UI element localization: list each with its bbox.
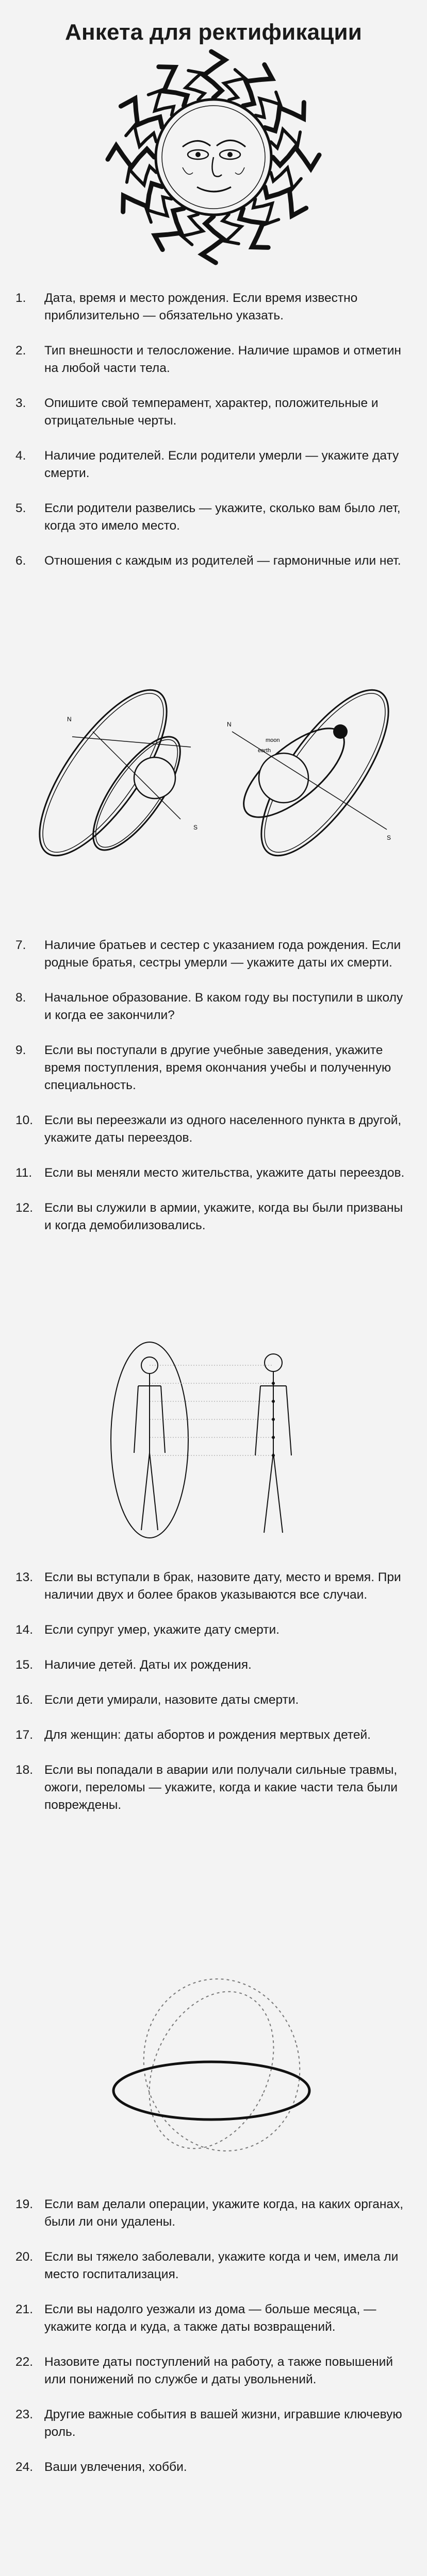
question-text: Если вам делали операции, укажите когда, на каких органах, были ли они удалены. — [44, 2197, 404, 2229]
questions-list-4 — [0, 2196, 427, 2494]
question-item — [0, 2196, 427, 2231]
question-number: 18. — [15, 1763, 34, 1777]
questions-list-2 — [0, 937, 427, 1252]
question-number: 20. — [15, 2250, 34, 2264]
question-text: Если вы поступали в другие учебные заведения, укажите время поступления, время окончания учебы и полученную специальность. — [44, 1043, 391, 1092]
orbiting-spheres-icon — [15, 665, 412, 881]
question-number: 1. — [15, 291, 26, 305]
question-text: Опишите свой темперамент, характер, положительные и отрицательные черты. — [44, 396, 379, 428]
question-number: 15. — [15, 1658, 34, 1672]
question-number: 14. — [15, 1623, 34, 1637]
label-moon: moon — [266, 737, 280, 743]
question-item — [0, 447, 427, 482]
question-number: 4. — [15, 449, 26, 463]
question-text: Если вы переезжали из одного населенного пункта в другой, укажите даты переездов. — [44, 1113, 402, 1145]
question-item — [0, 1691, 427, 1709]
question-number: 8. — [15, 991, 26, 1005]
question-text: Ваши увлечения, хобби. — [44, 2460, 187, 2474]
label-n-left: N — [67, 716, 72, 723]
label-earth: earth — [258, 748, 271, 754]
question-number: 2. — [15, 344, 26, 358]
question-number: 3. — [15, 396, 26, 410]
question-text: Дата, время и место рождения. Если время известно приблизительно — обязательно указать. — [44, 291, 358, 323]
question-item — [0, 2459, 427, 2476]
question-item — [0, 2406, 427, 2441]
question-text: Для женщин: даты абортов и рождения мертвых детей. — [44, 1728, 371, 1742]
sphere-orbit-diagram-icon — [103, 1972, 325, 2168]
question-item — [0, 342, 427, 377]
question-text: Наличие братьев и сестер с указанием года рождения. Если родные братья, сестры умерли — укажите даты их смерти. — [44, 938, 401, 970]
question-text: Отношения с каждым из родителей — гармоничные или нет. — [44, 554, 401, 568]
questions-list-1 — [0, 290, 427, 587]
question-item — [0, 1112, 427, 1147]
sun-face-icon — [105, 49, 322, 265]
question-item — [0, 1569, 427, 1604]
question-item — [0, 1621, 427, 1639]
question-text: Если супруг умер, укажите дату смерти. — [44, 1623, 280, 1637]
question-number: 23. — [15, 2408, 34, 2421]
label-n-right: N — [227, 721, 232, 728]
question-item — [0, 1656, 427, 1674]
question-number: 16. — [15, 1693, 34, 1707]
question-text: Если вы попадали в аварии или получали сильные травмы, ожоги, переломы — укажите, когда и какие части тела были повреждены. — [44, 1763, 398, 1812]
question-number: 24. — [15, 2460, 34, 2474]
question-number: 13. — [15, 1570, 34, 1584]
question-text: Если вы тяжело заболевали, укажите когда и чем, имела ли место госпитализация. — [44, 2250, 399, 2281]
question-text: Наличие родителей. Если родители умерли — укажите дату смерти. — [44, 449, 399, 480]
question-text: Если родители развелись — укажите, сколько вам было лет, когда это имело место. — [44, 501, 401, 533]
question-item — [0, 989, 427, 1024]
label-s-right: S — [387, 834, 391, 841]
question-item — [0, 1042, 427, 1094]
question-number: 17. — [15, 1728, 34, 1742]
question-item — [0, 2301, 427, 2336]
question-text: Если вы вступали в брак, назовите дату, место и время. При наличии двух и более браков указываются все случаи. — [44, 1570, 401, 1602]
questions-list-3 — [0, 1569, 427, 1832]
question-number: 10. — [15, 1113, 34, 1127]
question-number: 5. — [15, 501, 26, 515]
question-text: Другие важные события в вашей жизни, игравшие ключевую роль. — [44, 2408, 402, 2439]
question-item — [0, 2248, 427, 2283]
question-item — [0, 1761, 427, 1814]
question-text: Наличие детей. Даты их рождения. — [44, 1658, 252, 1672]
question-item — [0, 500, 427, 535]
question-item — [0, 937, 427, 972]
question-text: Если вы меняли место жительства, укажите даты переездов. — [44, 1166, 405, 1180]
question-item — [0, 1164, 427, 1182]
question-text: Если дети умирали, назовите даты смерти. — [44, 1693, 299, 1707]
question-text: Начальное образование. В каком году вы поступили в школу и когда ее закончили? — [44, 991, 403, 1022]
question-number: 12. — [15, 1201, 34, 1215]
page-title: Анкета для ректификации — [64, 20, 363, 45]
question-item — [0, 290, 427, 325]
question-text: Если вы служили в армии, укажите, когда вы были призваны и когда демобилизовались. — [44, 1201, 403, 1232]
question-item — [0, 1199, 427, 1234]
question-text: Назовите даты поступлений на работу, а также повышений или понижений по службе и даты увольнений. — [44, 2355, 393, 2386]
question-item — [0, 395, 427, 430]
question-item — [0, 2353, 427, 2388]
question-number: 9. — [15, 1043, 26, 1057]
question-text: Тип внешности и телосложение. Наличие шрамов и отметин на любой части тела. — [44, 344, 401, 375]
question-number: 22. — [15, 2355, 34, 2369]
question-text: Если вы надолго уезжали из дома — больше месяца, — укажите когда и куда, а также даты возвращений. — [44, 2302, 376, 2334]
question-number: 11. — [15, 1166, 32, 1180]
question-number: 7. — [15, 938, 26, 952]
question-number: 21. — [15, 2302, 34, 2316]
question-number: 6. — [15, 554, 26, 568]
question-item — [0, 1726, 427, 1744]
label-s-left: S — [193, 824, 198, 831]
question-number: 19. — [15, 2197, 34, 2211]
question-item — [0, 552, 427, 570]
human-figures-aura-icon — [98, 1334, 325, 1546]
